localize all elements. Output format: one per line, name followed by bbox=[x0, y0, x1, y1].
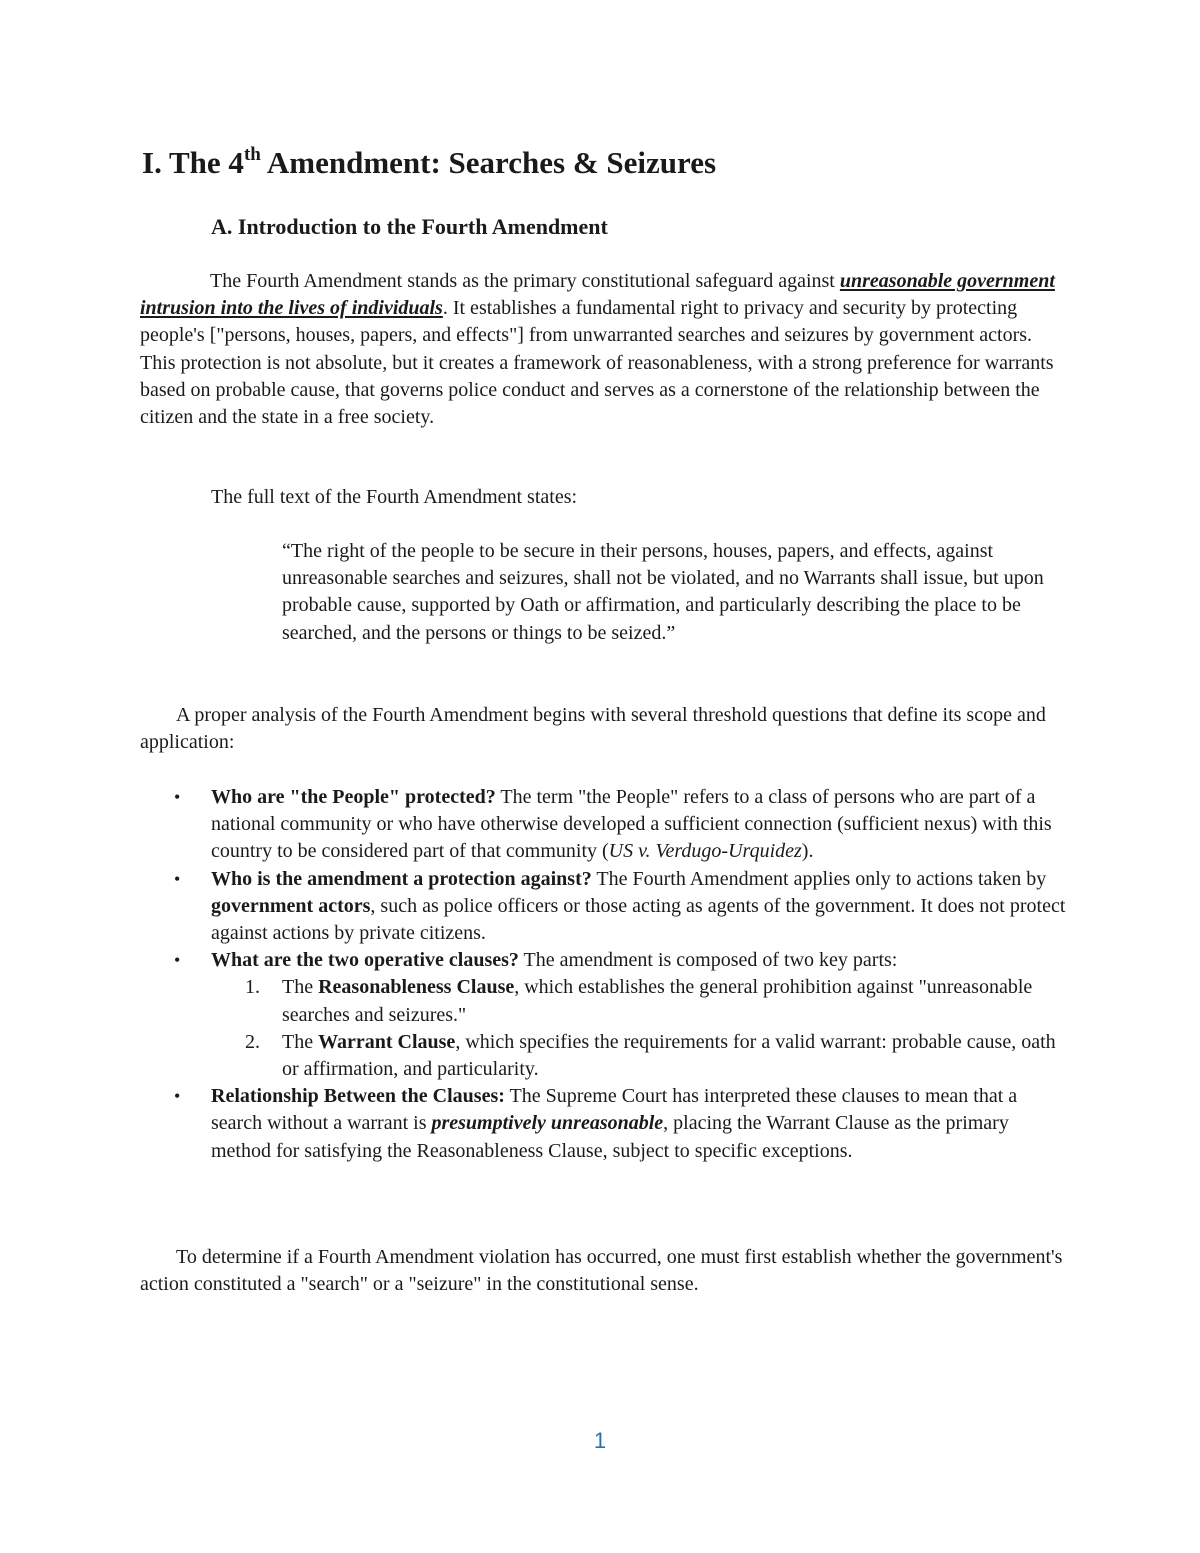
bullet-text-end: , such as police officers or those acting as agents of the government. It does not protect against actions by private citizens. bbox=[211, 894, 1066, 945]
bullet-icon: • bbox=[174, 787, 181, 807]
threshold-questions-list bbox=[140, 784, 1070, 1165]
page-title bbox=[142, 143, 716, 183]
intro-text-start: The Fourth Amendment stands as the primary constitutional safeguard against bbox=[210, 270, 840, 292]
bullet-lead: Who is the amendment a protection against? bbox=[211, 867, 592, 890]
intro-emphasis: unreasonable government intrusion into the lives of individuals bbox=[140, 270, 1055, 320]
clause-pre: The bbox=[282, 1030, 319, 1053]
list-number: 2. bbox=[245, 1030, 260, 1053]
clauses-list bbox=[211, 974, 1070, 1083]
bullet-icon: • bbox=[174, 950, 181, 971]
title-superscript: th bbox=[243, 144, 261, 165]
bullet-text-end: , placing the Warrant Clause as the primary method for satisfying the Reasonableness Clause, subject to specific exceptions. bbox=[211, 1112, 1009, 1162]
list-item bbox=[140, 866, 1070, 948]
intro-text-end: . It establishes a fundamental right to privacy and security by protecting people's ["persons, houses, papers, and effects"] from unwarranted searches and seizures by government actors. This protection is not absolute, but it creates a framework of reasonableness, with a strong preference for warrants based on probable cause, that governs police conduct and serves as a cornerstone of the relationship between the citizen and the state in a free society. bbox=[140, 297, 1054, 429]
full-text-intro: The full text of the Fourth Amendment states: bbox=[211, 486, 578, 508]
bullet-bold-term: government actors bbox=[211, 894, 371, 917]
closing-paragraph: To determine if a Fourth Amendment violation has occurred, one must first establish whether the government's action constituted a "search" or a "seizure" in the constitutional sense. bbox=[140, 1246, 1063, 1296]
clause-description: , which specifies the requirements for a valid warrant: probable cause, oath or affirmation, and particularity. bbox=[282, 1030, 1056, 1081]
title-prefix: I. The 4 bbox=[142, 145, 244, 180]
intro-paragraph bbox=[140, 268, 1065, 431]
clause-item-reasonableness bbox=[211, 974, 1070, 1028]
clause-name: Warrant Clause bbox=[318, 1030, 456, 1053]
section-heading: A. Introduction to the Fourth Amendment bbox=[211, 214, 608, 239]
clause-pre: The bbox=[282, 976, 319, 999]
list-item bbox=[140, 1083, 1070, 1165]
case-citation: US v. Verdugo-Urquidez bbox=[608, 840, 802, 863]
page-number: 1 bbox=[593, 1428, 607, 1453]
title-suffix: Amendment: Searches & Seizures bbox=[260, 145, 717, 180]
bullet-text-end: ). bbox=[801, 840, 814, 863]
bullet-lead: Relationship Between the Clauses: bbox=[211, 1085, 505, 1108]
bullet-text: The amendment is composed of two key parts: bbox=[518, 949, 898, 972]
bullet-icon: • bbox=[174, 1086, 181, 1107]
list-item bbox=[140, 947, 1070, 1083]
clause-name: Reasonableness Clause bbox=[318, 976, 515, 999]
list-number: 1. bbox=[245, 976, 260, 999]
bullet-text: The Fourth Amendment applies only to actions taken by bbox=[591, 867, 1047, 890]
bullet-emphasis: presumptively unreasonable bbox=[431, 1112, 664, 1135]
bullet-text: The Supreme Court has interpreted these clauses to mean that a search without a warrant is bbox=[211, 1085, 1018, 1135]
bullet-text: The term "the People" refers to a class of persons who are part of a national community or who have otherwise developed a sufficient connection (sufficient nexus) with this country to be considered part of that community ( bbox=[211, 786, 1052, 863]
analysis-intro: A proper analysis of the Fourth Amendment begins with several threshold questions that define its scope and application: bbox=[140, 704, 1046, 754]
bullet-icon: • bbox=[174, 868, 181, 889]
bullet-lead: What are the two operative clauses? bbox=[211, 949, 519, 972]
amendment-quote: “The right of the people to be secure in their persons, houses, papers, and effects, against unreasonable searches and seizures, shall not be violated, and no Warrants shall issue, but upon probable cause, supported by Oath or affirmation, and particularly describing the place to be searched, and the persons or things to be seized.” bbox=[282, 540, 1044, 644]
list-item bbox=[140, 784, 1070, 866]
bullet-lead: Who are "the People" protected? bbox=[211, 786, 496, 808]
clause-description: , which establishes the general prohibition against "unreasonable searches and seizures." bbox=[282, 976, 1033, 1026]
clause-item-warrant bbox=[211, 1029, 1070, 1083]
